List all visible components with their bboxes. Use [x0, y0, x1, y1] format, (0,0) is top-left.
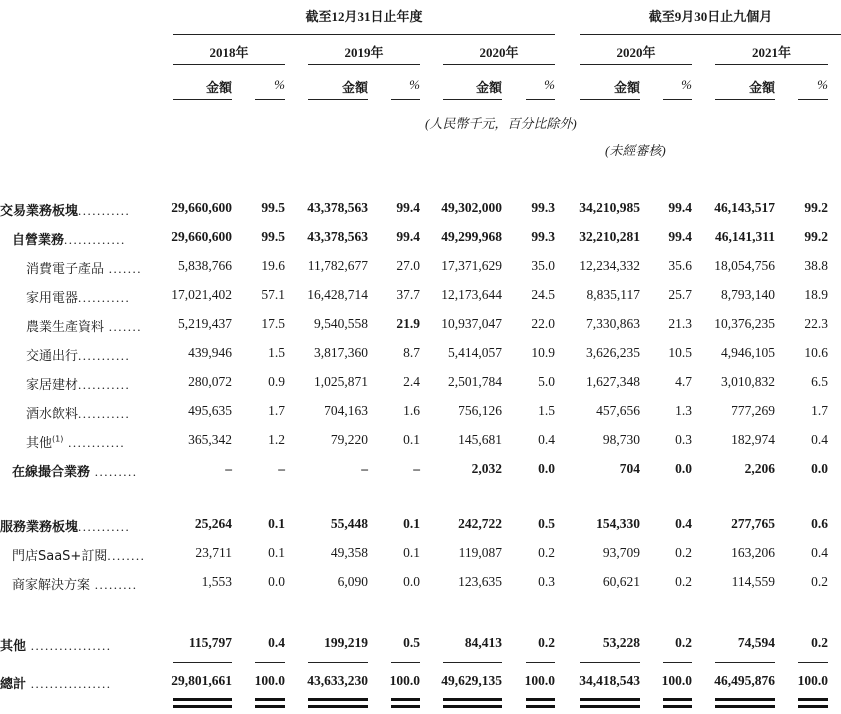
row-label-text: 商家解決方案 [12, 578, 91, 593]
amount-cell: 10,376,235 [714, 316, 775, 331]
leader-dots: ........... [78, 519, 131, 534]
amount-cell: 6,090 [337, 574, 368, 589]
leader-dots: ........... [78, 348, 131, 363]
subtotal-rule [715, 662, 775, 663]
table-row [0, 545, 841, 565]
amount-cell: 365,342 [188, 432, 232, 447]
year-header: 2018年 [209, 45, 249, 60]
leader-dots: ........ [107, 548, 146, 563]
percent-cell: 10.9 [531, 345, 555, 360]
amount-cell: 114,559 [731, 574, 775, 589]
row-label-text: 服務業務板塊 [0, 520, 79, 535]
percent-cell: 0.0 [675, 461, 692, 476]
amount-cell: 2,501,784 [448, 374, 502, 389]
percent-cell: 99.4 [668, 229, 692, 244]
percent-cell: 0.2 [675, 574, 692, 589]
subtotal-rule [173, 662, 232, 663]
table-row [0, 258, 841, 278]
percent-cell: 1.2 [268, 432, 285, 447]
percent-header-rule [526, 99, 555, 100]
percent-cell: 0.9 [268, 374, 285, 389]
percent-cell: 1.3 [675, 403, 692, 418]
total-double-rule-bottom [443, 705, 502, 708]
amount-cell: 49,629,135 [441, 673, 502, 688]
amount-cell: 12,173,644 [441, 287, 502, 302]
percent-cell: 0.0 [403, 574, 420, 589]
amount-cell: 5,414,057 [448, 345, 502, 360]
amount-cell: 704 [619, 461, 640, 476]
percent-cell: 2.4 [403, 374, 420, 389]
table-row [0, 200, 841, 220]
amount-cell: 704,163 [324, 403, 368, 418]
amount-cell: 242,722 [458, 516, 502, 531]
leader-dots: ......... [90, 577, 138, 592]
percent-cell: 0.4 [811, 545, 828, 560]
row-label-text: 酒水飲料 [26, 407, 79, 422]
total-double-rule-bottom [308, 705, 368, 708]
amount-cell: 5,838,766 [178, 258, 232, 273]
percent-cell: 0.4 [538, 432, 555, 447]
percent-cell: 99.4 [668, 200, 692, 215]
total-double-rule-bottom [798, 705, 828, 708]
amount-cell: 17,371,629 [441, 258, 502, 273]
percent-cell: 99.2 [804, 229, 828, 244]
row-label-text: 總計 [0, 677, 27, 692]
total-double-rule-bottom [715, 705, 775, 708]
percent-cell: 5.0 [538, 374, 555, 389]
row-label [26, 316, 142, 335]
percent-cell: 99.3 [531, 200, 555, 215]
amount-cell: 115,797 [188, 635, 232, 650]
amount-cell: 3,010,832 [721, 374, 775, 389]
percent-cell: 100.0 [797, 673, 828, 688]
year-header: 2020年 [479, 45, 519, 60]
percent-cell: 100.0 [661, 673, 692, 688]
percent-cell: 37.7 [396, 287, 420, 302]
percent-cell: 0.2 [538, 635, 555, 650]
subtotal-rule [443, 662, 502, 663]
percent-cell: 19.6 [261, 258, 285, 273]
percent-cell: 0.1 [268, 516, 285, 531]
leader-dots: ........... [78, 203, 131, 218]
amount-column-header: 金額 [613, 80, 640, 95]
percent-column-header: % [274, 77, 285, 92]
row-label [12, 574, 138, 593]
row-label-text: 其他 [26, 436, 53, 451]
percent-cell: 0.0 [811, 461, 828, 476]
percent-cell: 1.7 [268, 403, 285, 418]
percent-cell: 0.2 [811, 574, 828, 589]
row-label [26, 258, 142, 277]
amount-cell: 34,210,985 [579, 200, 640, 215]
total-double-rule-top [798, 698, 828, 701]
leader-dots: ......... [90, 464, 138, 479]
amount-cell: 49,302,000 [441, 200, 502, 215]
percent-header-rule [663, 99, 692, 100]
amount-cell: 29,660,600 [171, 229, 232, 244]
amount-cell: 53,228 [602, 635, 640, 650]
percent-cell: 0.5 [538, 516, 555, 531]
row-label-text: 交通出行 [26, 349, 79, 364]
total-double-rule-top [715, 698, 775, 701]
footnote-marker: (1) [52, 434, 64, 444]
amount-cell: 43,378,563 [307, 200, 368, 215]
total-double-rule-top [308, 698, 368, 701]
amount-cell: 756,126 [458, 403, 502, 418]
row-label [0, 673, 112, 692]
amount-cell: 8,835,117 [586, 287, 640, 302]
table-row [0, 461, 841, 481]
percent-cell: 4.7 [675, 374, 692, 389]
amount-cell: 93,709 [602, 545, 640, 560]
percent-cell: 1.6 [403, 403, 420, 418]
row-label-text: 其他 [0, 639, 27, 654]
row-label-text: 家居建材 [26, 378, 79, 393]
table-row [0, 229, 841, 249]
subtotal-rule [798, 662, 828, 663]
year-header-rule [580, 64, 692, 65]
amount-cell: 777,269 [731, 403, 775, 418]
leader-dots: ....... [104, 261, 143, 276]
percent-cell: 0.0 [268, 574, 285, 589]
percent-cell: 0.4 [268, 635, 285, 650]
row-label-text: 農業生產資料 [26, 320, 105, 335]
percent-header-rule [798, 99, 828, 100]
header-group-fiscal-year: 截至12月31日止年度 [305, 9, 423, 24]
amount-header-rule [443, 99, 502, 100]
percent-cell: 0.4 [811, 432, 828, 447]
amount-cell: 1,553 [201, 574, 232, 589]
year-header-rule [308, 64, 420, 65]
amount-cell: 18,054,756 [714, 258, 775, 273]
total-double-rule-top [443, 698, 502, 701]
row-label-text: 交易業務板塊 [0, 204, 79, 219]
percent-cell: 0.1 [403, 432, 420, 447]
row-label [26, 432, 125, 451]
table-row [0, 316, 841, 336]
leader-dots: ............. [64, 232, 126, 247]
table-row [0, 574, 841, 594]
percent-cell: 21.9 [396, 316, 420, 331]
total-double-rule-bottom [580, 705, 640, 708]
header-group-nine-months: 截至9月30日止九個月 [648, 9, 773, 24]
amount-cell: 84,413 [464, 635, 502, 650]
percent-cell: 38.8 [804, 258, 828, 273]
percent-header-rule [391, 99, 420, 100]
amount-column-header: 金額 [475, 80, 502, 95]
year-header: 2021年 [751, 45, 791, 60]
percent-cell: 17.5 [261, 316, 285, 331]
table-row [0, 432, 841, 452]
percent-cell: 10.5 [668, 345, 692, 360]
percent-cell: – [278, 461, 285, 476]
subtotal-rule [308, 662, 368, 663]
percent-cell: 24.5 [531, 287, 555, 302]
percent-column-header: % [544, 77, 555, 92]
percent-cell: 57.1 [261, 287, 285, 302]
amount-header-rule [173, 99, 232, 100]
percent-cell: 0.3 [538, 574, 555, 589]
row-label [12, 545, 145, 564]
amount-cell: 98,730 [602, 432, 640, 447]
total-double-rule-bottom [663, 705, 692, 708]
amount-column-header: 金額 [341, 80, 368, 95]
table-row [0, 673, 841, 693]
amount-cell: 55,448 [330, 516, 368, 531]
percent-cell: 6.5 [811, 374, 828, 389]
amount-cell: 277,765 [731, 516, 775, 531]
percent-cell: 0.2 [675, 635, 692, 650]
percent-cell: 0.2 [538, 545, 555, 560]
amount-cell: 119,087 [458, 545, 502, 560]
total-double-rule-bottom [173, 705, 232, 708]
amount-cell: 25,264 [194, 516, 232, 531]
leader-dots: ................. [26, 638, 112, 653]
row-label-text: 在線撮合業務 [12, 465, 91, 480]
percent-cell: 0.1 [403, 516, 420, 531]
leader-dots: ........... [78, 406, 131, 421]
amount-cell: 280,072 [188, 374, 232, 389]
percent-cell: 99.4 [396, 200, 420, 215]
percent-cell: 99.5 [261, 229, 285, 244]
amount-cell: – [361, 461, 368, 476]
amount-cell: 4,946,105 [721, 345, 775, 360]
amount-cell: 9,540,558 [314, 316, 368, 331]
percent-cell: 99.5 [261, 200, 285, 215]
amount-cell: 1,025,871 [314, 374, 368, 389]
row-label [0, 200, 130, 219]
amount-cell: 457,656 [596, 403, 640, 418]
percent-column-header: % [409, 77, 420, 92]
amount-cell: 439,946 [188, 345, 232, 360]
leader-dots: ....... [104, 319, 143, 334]
amount-cell: 11,782,677 [307, 258, 368, 273]
percent-cell: 22.3 [804, 316, 828, 331]
year-header: 2019年 [344, 45, 384, 60]
subtotal-rule [391, 662, 420, 663]
row-label [26, 403, 130, 422]
amount-cell: 23,711 [195, 545, 232, 560]
amount-cell: 163,206 [731, 545, 775, 560]
amount-cell: 16,428,714 [307, 287, 368, 302]
percent-cell: 21.3 [668, 316, 692, 331]
year-header-rule [173, 64, 285, 65]
percent-cell: 0.5 [403, 635, 420, 650]
year-header-rule [715, 64, 828, 65]
table-row [0, 635, 841, 655]
row-label [12, 229, 126, 248]
percent-cell: 22.0 [531, 316, 555, 331]
amount-cell: 43,378,563 [307, 229, 368, 244]
row-label-text: 消費電子產品 [26, 262, 105, 277]
subtotal-rule [255, 662, 285, 663]
amount-cell: 49,358 [330, 545, 368, 560]
amount-cell: 29,660,600 [171, 200, 232, 215]
row-label [26, 287, 130, 306]
row-label [0, 635, 112, 654]
amount-header-rule [580, 99, 640, 100]
table-row [0, 374, 841, 394]
leader-dots: ........... [78, 290, 131, 305]
row-label [26, 345, 130, 364]
table-row [0, 516, 841, 536]
percent-cell: 0.4 [675, 516, 692, 531]
percent-cell: 0.1 [403, 545, 420, 560]
amount-cell: 60,621 [602, 574, 640, 589]
percent-cell: 0.3 [675, 432, 692, 447]
percent-cell: 0.2 [811, 635, 828, 650]
percent-cell: 8.7 [403, 345, 420, 360]
percent-cell: 1.5 [538, 403, 555, 418]
amount-cell: 29,801,661 [171, 673, 232, 688]
amount-cell: 79,220 [330, 432, 368, 447]
percent-cell: 100.0 [524, 673, 555, 688]
table-row [0, 287, 841, 307]
unaudited-note: (未經審核) [605, 143, 666, 158]
percent-column-header: % [817, 77, 828, 92]
leader-dots: ............ [63, 435, 126, 450]
total-double-rule-bottom [526, 705, 555, 708]
amount-cell: 17,021,402 [171, 287, 232, 302]
header-rule-fiscal-year [173, 34, 555, 35]
amount-header-rule [715, 99, 775, 100]
percent-cell: 0.1 [268, 545, 285, 560]
subtotal-rule [526, 662, 555, 663]
row-label [12, 461, 138, 480]
header-rule-nine-months [580, 34, 841, 35]
amount-cell: 199,219 [324, 635, 368, 650]
amount-cell: – [225, 461, 232, 476]
amount-cell: 43,633,230 [307, 673, 368, 688]
row-label-text: 門店SaaS+訂閱 [12, 549, 108, 564]
leader-dots: ................. [26, 676, 112, 691]
amount-cell: 46,143,517 [714, 200, 775, 215]
total-double-rule-top [526, 698, 555, 701]
table-row [0, 345, 841, 365]
amount-column-header: 金額 [205, 80, 232, 95]
percent-cell: 1.7 [811, 403, 828, 418]
percent-header-rule [255, 99, 285, 100]
amount-cell: 49,299,968 [441, 229, 502, 244]
amount-cell: 2,206 [744, 461, 775, 476]
total-double-rule-bottom [391, 705, 420, 708]
percent-cell: 0.0 [538, 461, 555, 476]
row-label [26, 374, 130, 393]
percent-cell: 35.0 [531, 258, 555, 273]
amount-cell: 32,210,281 [579, 229, 640, 244]
amount-cell: 154,330 [596, 516, 640, 531]
percent-cell: 35.6 [668, 258, 692, 273]
unit-note: (人民幣千元，百分比除外) [425, 116, 577, 131]
percent-cell: 99.2 [804, 200, 828, 215]
amount-cell: 46,495,876 [714, 673, 775, 688]
amount-header-rule [308, 99, 368, 100]
subtotal-rule [580, 662, 640, 663]
amount-cell: 8,793,140 [721, 287, 775, 302]
percent-cell: 0.2 [675, 545, 692, 560]
percent-cell: 25.7 [668, 287, 692, 302]
table-row [0, 403, 841, 423]
row-label [0, 516, 130, 535]
total-double-rule-top [255, 698, 285, 701]
amount-cell: 495,635 [188, 403, 232, 418]
percent-cell: 1.5 [268, 345, 285, 360]
year-header-rule [443, 64, 555, 65]
percent-cell: 18.9 [804, 287, 828, 302]
amount-cell: 12,234,332 [579, 258, 640, 273]
amount-cell: 145,681 [458, 432, 502, 447]
amount-cell: 3,626,235 [586, 345, 640, 360]
row-label-text: 家用電器 [26, 291, 79, 306]
percent-cell: 0.6 [811, 516, 828, 531]
amount-cell: 34,418,543 [579, 673, 640, 688]
percent-cell: 27.0 [396, 258, 420, 273]
total-double-rule-top [391, 698, 420, 701]
percent-cell: 100.0 [254, 673, 285, 688]
amount-cell: 1,627,348 [586, 374, 640, 389]
percent-cell: 10.6 [804, 345, 828, 360]
percent-cell: 99.4 [396, 229, 420, 244]
amount-cell: 10,937,047 [441, 316, 502, 331]
amount-cell: 74,594 [737, 635, 775, 650]
amount-cell: 7,330,863 [586, 316, 640, 331]
total-double-rule-top [580, 698, 640, 701]
amount-cell: 2,032 [471, 461, 502, 476]
row-label-text: 自營業務 [12, 233, 65, 248]
amount-column-header: 金額 [748, 80, 775, 95]
amount-cell: 182,974 [731, 432, 775, 447]
amount-cell: 123,635 [458, 574, 502, 589]
year-header: 2020年 [616, 45, 656, 60]
total-double-rule-top [173, 698, 232, 701]
amount-cell: 46,141,311 [714, 229, 775, 244]
leader-dots: ........... [78, 377, 131, 392]
total-double-rule-top [663, 698, 692, 701]
percent-column-header: % [681, 77, 692, 92]
percent-cell: 99.3 [531, 229, 555, 244]
amount-cell: 3,817,360 [314, 345, 368, 360]
subtotal-rule [663, 662, 692, 663]
total-double-rule-bottom [255, 705, 285, 708]
percent-cell: – [413, 461, 420, 476]
amount-cell: 5,219,437 [178, 316, 232, 331]
percent-cell: 100.0 [389, 673, 420, 688]
